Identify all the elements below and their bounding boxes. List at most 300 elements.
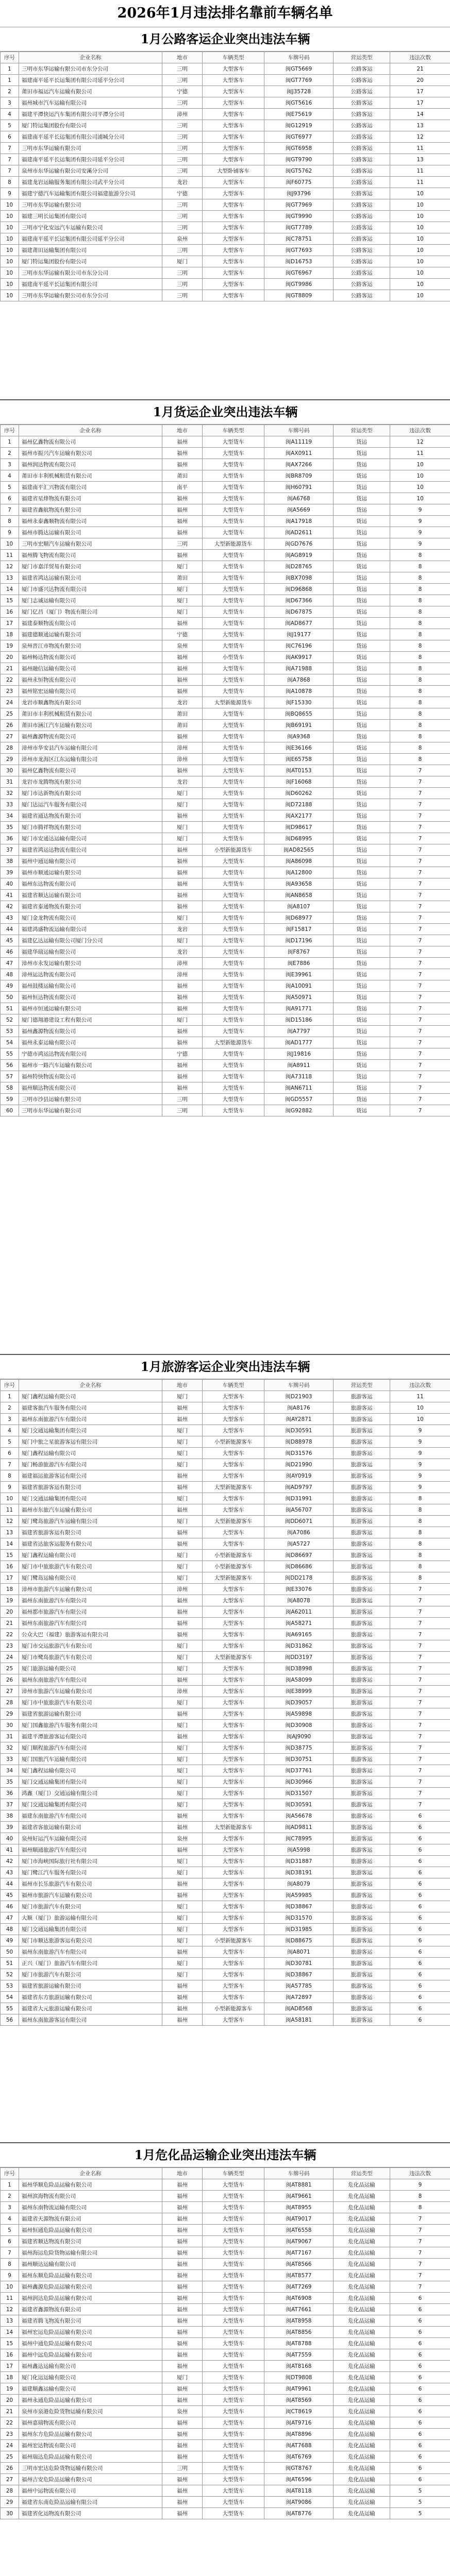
table-row: [1, 1958, 450, 1969]
column-header: 车辆类型: [203, 1380, 264, 1391]
table-cell: 福州: [162, 2451, 203, 2463]
column-header: 序号: [1, 52, 19, 63]
table-cell: 10: [390, 493, 450, 504]
table-row: [1, 1731, 450, 1742]
table-cell: 福建南平延平长运集团有限公司浦城分公司: [19, 131, 162, 143]
table-cell: 闽GT7769: [264, 75, 334, 86]
table-cell: 49: [1, 1935, 19, 1946]
table-row: [1, 901, 450, 912]
table-cell: 三明: [162, 1105, 203, 1116]
table-cell: 8: [390, 1516, 450, 1527]
table-cell: 危化品运输: [334, 2270, 390, 2281]
table-cell: 厦门: [162, 1912, 203, 1924]
table-cell: 福州: [162, 1026, 203, 1037]
table-cell: 公路客运: [334, 75, 390, 86]
table-cell: 厦门: [162, 1958, 203, 1969]
table-cell: 福州中通危险品运输有限公司: [19, 2338, 162, 2349]
table-cell: 1: [1, 1391, 19, 1402]
table-row: [1, 1584, 450, 1595]
table-cell: 福州: [162, 1082, 203, 1094]
table-cell: 福州: [162, 2179, 203, 2191]
table-cell: 7: [390, 1697, 450, 1708]
table-cell: 闽A50971: [264, 992, 334, 1003]
table-cell: 闽A5669: [264, 504, 334, 516]
table-cell: 大型客车: [203, 2014, 264, 2026]
table-row: [1, 1799, 450, 1810]
table-cell: 大型货车: [203, 980, 264, 992]
column-header: 营运类型: [334, 1380, 390, 1391]
table-cell: 龙岩: [162, 924, 203, 935]
table-cell: 货运: [334, 663, 390, 674]
table-cell: 闽A62011: [264, 1606, 334, 1618]
table-row: [1, 1844, 450, 1856]
table-cell: 货运: [334, 754, 390, 765]
table-cell: 5: [390, 2508, 450, 2519]
table-cell: 11: [390, 143, 450, 154]
table-cell: 福州: [162, 2429, 203, 2440]
table-cell: 旅游客运: [334, 1833, 390, 1844]
table-cell: 大型货车: [203, 1094, 264, 1105]
table-cell: 大型货车: [203, 867, 264, 878]
table-cell: 29: [1, 754, 19, 765]
table-cell: 福州亿鑫物流有限公司: [19, 765, 162, 776]
table-cell: 大型货车: [203, 742, 264, 754]
table-cell: 58: [1, 1082, 19, 1094]
table-cell: 大型客车: [203, 1776, 264, 1788]
table-cell: 大型客车: [203, 1958, 264, 1969]
table-cell: 厦门: [162, 912, 203, 924]
table-cell: 大型货车: [203, 1048, 264, 1060]
table-cell: 厦门市中旅旅游汽车有限公司: [19, 1697, 162, 1708]
table-cell: 闽D38867: [264, 1969, 334, 1980]
table-cell: 福州: [162, 652, 203, 663]
table-cell: 厦门: [162, 1935, 203, 1946]
table-cell: 闽D86697: [264, 1550, 334, 1561]
table-cell: 福州: [162, 1878, 203, 1890]
table-cell: 17: [390, 86, 450, 97]
table-cell: 危化品运输: [334, 2213, 390, 2225]
table-cell: 闽GT6958: [264, 143, 334, 154]
table-row: [1, 1014, 450, 1026]
table-cell: 11: [390, 165, 450, 177]
table-cell: 8: [390, 1561, 450, 1572]
table-cell: 大型新能源货车: [203, 697, 264, 708]
table-cell: 福州: [162, 516, 203, 527]
table-row: [1, 516, 450, 527]
table-cell: 闽AT7559: [264, 2349, 334, 2361]
table-cell: 10: [390, 1402, 450, 1414]
table-cell: 4: [1, 1425, 19, 1436]
table-cell: 46: [1, 1901, 19, 1912]
table-cell: 28: [1, 2485, 19, 2497]
table-cell: 大型货车: [203, 2485, 264, 2497]
table-cell: 闽GT8767: [264, 2463, 334, 2474]
table-cell: 8: [390, 584, 450, 595]
table-cell: 40: [1, 1833, 19, 1844]
table-cell: 46: [1, 946, 19, 958]
table-cell: 闽D31991: [264, 1493, 334, 1504]
table-cell: 福州鼓楼运输有限公司: [19, 980, 162, 992]
table-cell: 三明市东华运输有限公司: [19, 143, 162, 154]
table-cell: 1: [1, 436, 19, 448]
table-cell: 闽F8767: [264, 946, 334, 958]
table-cell: 货运: [334, 482, 390, 493]
table-row: [1, 912, 450, 924]
table-cell: 大型客车: [203, 1674, 264, 1686]
table-cell: 6: [1, 493, 19, 504]
table-cell: 大型货车: [203, 2440, 264, 2451]
table-cell: 49: [1, 980, 19, 992]
table-cell: 12: [390, 131, 450, 143]
table-cell: 旅游客运: [334, 1969, 390, 1980]
table-cell: 21: [1, 1618, 19, 1629]
table-cell: 大型货车: [203, 822, 264, 833]
table-cell: 大型客车: [203, 1856, 264, 1867]
table-cell: 闽CT8619: [264, 2406, 334, 2417]
table-cell: 大型货车: [203, 1071, 264, 1082]
table-cell: 大型客车: [203, 109, 264, 120]
table-cell: 大型货车: [203, 833, 264, 844]
table-cell: 厦门交通运输集团有限公司: [19, 1776, 162, 1788]
table-cell: 旅游客运: [334, 1901, 390, 1912]
table-cell: 福州: [162, 2293, 203, 2304]
table-row: [1, 267, 450, 279]
table-cell: 福州: [162, 2259, 203, 2270]
table-row: [1, 1822, 450, 1833]
table-row: [1, 595, 450, 606]
table-cell: 大型客车: [203, 1504, 264, 1516]
table-cell: 福州: [162, 765, 203, 776]
table-row: [1, 2014, 450, 2026]
table-cell: 厦门: [162, 799, 203, 810]
table-cell: 7: [390, 1014, 450, 1026]
table-row: [1, 810, 450, 822]
table-cell: 大型货车: [203, 595, 264, 606]
table-cell: 20: [390, 75, 450, 86]
table-cell: 10: [1, 1493, 19, 1504]
table-cell: 福建宁德汽车运输集团有限公司福建旅游分公司: [19, 188, 162, 199]
table-cell: 闽AY0919: [264, 1470, 334, 1482]
table-cell: 福建省顺达运输有限公司: [19, 890, 162, 901]
table-cell: 7: [390, 946, 450, 958]
column-header: 车辆类型: [203, 52, 264, 63]
table-cell: 旅游客运: [334, 1550, 390, 1561]
table-cell: 公路客运: [334, 199, 390, 211]
table-cell: 6: [390, 1822, 450, 1833]
table-cell: 福建省东南危险品运输有限公司: [19, 2497, 162, 2508]
table-cell: 福州: [162, 2270, 203, 2281]
table-cell: 厦门: [162, 1742, 203, 1754]
table-cell: 三明市沙县运输有限公司: [19, 1094, 162, 1105]
table-row: [1, 2372, 450, 2383]
table-cell: 福建德顺通运输有限公司: [19, 629, 162, 640]
table-cell: 福州鑫源物流有限公司: [19, 1026, 162, 1037]
table-cell: 旅游客运: [334, 1992, 390, 2003]
table-cell: 三明: [162, 222, 203, 233]
table-cell: 公路客运: [334, 63, 390, 75]
table-cell: 福州: [162, 980, 203, 992]
table-cell: 闽AX7266: [264, 459, 334, 470]
table-row: [1, 120, 450, 131]
table-cell: 福建省大元旅游运输有限公司: [19, 2003, 162, 2014]
table-cell: 福州瑞达危险品运输有限公司: [19, 2451, 162, 2463]
table-cell: 福州特快物流有限公司: [19, 1071, 162, 1082]
table-cell: 26: [1, 1674, 19, 1686]
table-cell: 1: [1, 75, 19, 86]
table-cell: 大型客车: [203, 1697, 264, 1708]
table-cell: 货运: [334, 561, 390, 572]
table-cell: 公路客运: [334, 233, 390, 245]
table-cell: 龙岩市顺鑫物流有限公司: [19, 697, 162, 708]
table-row: [1, 720, 450, 731]
table-cell: 货运: [334, 618, 390, 629]
table-cell: 三明: [162, 63, 203, 75]
table-cell: 福州华顺危险品运输有限公司: [19, 2179, 162, 2191]
table-cell: 小型新能源客车: [203, 1436, 264, 1448]
table-cell: 货运: [334, 686, 390, 697]
page-title: 2026年1月违法排名靠前车辆名单: [117, 5, 333, 21]
table-row: [1, 1516, 450, 1527]
table-cell: 闽D67875: [264, 606, 334, 618]
table-cell: 福州恒通危险品运输有限公司: [19, 2225, 162, 2236]
table-cell: 8: [390, 674, 450, 686]
table-cell: 福州: [162, 2338, 203, 2349]
table-cell: 闽AX2177: [264, 810, 334, 822]
table-cell: 厦门: [162, 1014, 203, 1026]
table-cell: 公众大巴（福建）旅游客运有限公司: [19, 1629, 162, 1640]
table-row: [1, 1776, 450, 1788]
table-cell: 大型客车: [203, 86, 264, 97]
table-row: [1, 969, 450, 980]
table-cell: 7: [390, 856, 450, 867]
table-cell: 大型货车: [203, 2497, 264, 2508]
table-cell: 14: [1, 1538, 19, 1550]
table-cell: 闽A8079: [264, 1878, 334, 1890]
column-header: 地市: [162, 52, 203, 63]
table-cell: 7: [1, 143, 19, 154]
table-cell: 6: [390, 1810, 450, 1822]
table-row: [1, 1980, 450, 1992]
table-cell: 福州海运危险货物运输有限公司: [19, 2247, 162, 2259]
table-cell: 厦门: [162, 1776, 203, 1788]
table-cell: 大型客车: [203, 1867, 264, 1878]
table-cell: 大型客车: [203, 245, 264, 256]
table-row: [1, 109, 450, 120]
table-cell: 福建省旅游客运有限公司: [19, 1482, 162, 1493]
table-cell: 19: [1, 2383, 19, 2395]
table-cell: 货运: [334, 980, 390, 992]
table-cell: 大型货车: [203, 946, 264, 958]
table-cell: 厦门市嘉洋贸易有限公司: [19, 561, 162, 572]
table-cell: 大型货车: [203, 2349, 264, 2361]
table-cell: 闽D68995: [264, 833, 334, 844]
table-cell: 旅游客运: [334, 1935, 390, 1946]
table-cell: 14: [1, 2327, 19, 2338]
table-cell: 福州: [162, 618, 203, 629]
table-cell: 闽AX0911: [264, 448, 334, 459]
table-cell: 闽AT7661: [264, 2304, 334, 2315]
table-cell: 厦门: [162, 935, 203, 946]
table-row: [1, 2003, 450, 2014]
table-cell: 闽A73118: [264, 1071, 334, 1082]
table-cell: 闽A8078: [264, 1595, 334, 1606]
table-cell: 货运: [334, 606, 390, 618]
table-cell: 大型货车: [203, 663, 264, 674]
table-cell: 大型货车: [203, 2293, 264, 2304]
table-cell: 闽AT8881: [264, 2179, 334, 2191]
table-cell: 厦门: [162, 595, 203, 606]
table-cell: 厦门鑫程运输有限公司: [19, 1765, 162, 1776]
table-cell: 厦门市海峡国际旅行社有限公司: [19, 1856, 162, 1867]
table-cell: 8: [390, 2202, 450, 2213]
table-cell: 大型客车: [203, 1946, 264, 1958]
table-cell: 宁德: [162, 629, 203, 640]
table-cell: 三明: [162, 199, 203, 211]
table-cell: 大型客车: [203, 267, 264, 279]
column-header: 地市: [162, 1380, 203, 1391]
column-header: 违法次数: [390, 2168, 450, 2179]
table-cell: 4: [1, 2213, 19, 2225]
table-cell: 闽AD2611: [264, 527, 334, 538]
table-cell: 公路客运: [334, 165, 390, 177]
table-cell: 大型客车: [203, 1391, 264, 1402]
table-cell: 旅游客运: [334, 1663, 390, 1674]
table-row: [1, 1482, 450, 1493]
table-cell: 12: [1, 561, 19, 572]
table-cell: 福建客旅汽车服务有限公司: [19, 1402, 162, 1414]
table-cell: 大型货车: [203, 1105, 264, 1116]
table-row: [1, 1935, 450, 1946]
table-cell: 23: [1, 2429, 19, 2440]
table-cell: 公路客运: [334, 188, 390, 199]
table-cell: 18: [1, 2372, 19, 2383]
table-row: [1, 1618, 450, 1629]
table-cell: 危化品运输: [334, 2497, 390, 2508]
table-cell: 闽AD8677: [264, 618, 334, 629]
table-cell: 闽D88675: [264, 1935, 334, 1946]
table-cell: 8: [390, 686, 450, 697]
table-cell: 30: [1, 2508, 19, 2519]
table-cell: 10: [1, 233, 19, 245]
table-row: [1, 765, 450, 776]
table-cell: 福建省鸿达运输有限公司: [19, 572, 162, 584]
table-cell: 32: [1, 788, 19, 799]
table-cell: 福州东南旅游汽车有限公司: [19, 1946, 162, 1958]
table-row: [1, 2485, 450, 2497]
table-cell: 福州鑫达运输有限公司: [19, 2361, 162, 2372]
table-cell: 漳州: [162, 1686, 203, 1697]
table-cell: 13: [1, 1527, 19, 1538]
table-cell: 旅游客运: [334, 1912, 390, 1924]
table-row: [1, 2338, 450, 2349]
table-cell: 福州: [162, 1527, 203, 1538]
table-cell: 7: [390, 878, 450, 890]
table-cell: 闽D31576: [264, 1448, 334, 1459]
table-cell: 货运: [334, 436, 390, 448]
table-cell: 福州市顺通运输有限公司: [19, 867, 162, 878]
table-cell: 7: [390, 2213, 450, 2225]
table-row: [1, 459, 450, 470]
table-cell: 闽E75619: [264, 109, 334, 120]
table-cell: 福建省客旅运输有限公司: [19, 1822, 162, 1833]
table-cell: 31: [1, 1731, 19, 1742]
table-cell: 闽A91771: [264, 1003, 334, 1014]
table-cell: 厦门市交运旅游汽车有限公司: [19, 1640, 162, 1652]
table-cell: 7: [390, 1663, 450, 1674]
table-cell: 福建华瑞运输有限公司: [19, 946, 162, 958]
table-cell: 27: [1, 1686, 19, 1697]
table-cell: 闽D38998: [264, 1663, 334, 1674]
table-cell: 7: [390, 2270, 450, 2281]
table-cell: 福建平潭旅游客运有限公司: [19, 1731, 162, 1742]
table-cell: 8: [390, 1527, 450, 1538]
table-cell: 大型客车: [203, 131, 264, 143]
table-cell: 大型货车: [203, 901, 264, 912]
table-row: [1, 844, 450, 856]
table-row: [1, 1026, 450, 1037]
table-cell: 大型货车: [203, 958, 264, 969]
table-cell: 福建泰顺物流有限公司: [19, 618, 162, 629]
table-cell: 福州: [162, 1618, 203, 1629]
table-cell: 福州: [162, 527, 203, 538]
table-row: [1, 245, 450, 256]
table-row: [1, 686, 450, 697]
table-cell: 公路客运: [334, 109, 390, 120]
table-cell: 7: [390, 1584, 450, 1595]
table-cell: 货运: [334, 572, 390, 584]
table-cell: 厦门交通运输集团有限公司: [19, 1924, 162, 1935]
table-row: [1, 618, 450, 629]
table-cell: 大型客车: [203, 1912, 264, 1924]
table-cell: 闽D96868: [264, 584, 334, 595]
table-cell: 35: [1, 822, 19, 833]
table-cell: 漳州: [162, 1584, 203, 1595]
table-cell: 三明: [162, 143, 203, 154]
table-cell: 闽D30591: [264, 1425, 334, 1436]
table-row: [1, 2463, 450, 2474]
table-row: [1, 742, 450, 754]
table-cell: 6: [390, 2304, 450, 2315]
table-cell: 旅游客运: [334, 1708, 390, 1720]
table-cell: 闽D30751: [264, 1754, 334, 1765]
column-header: 车牌号码: [264, 1380, 334, 1391]
table-cell: 37: [1, 844, 19, 856]
table-cell: 大型货车: [203, 856, 264, 867]
table-cell: 货运: [334, 1105, 390, 1116]
table-cell: 福州中运物流有限公司: [19, 2485, 162, 2497]
table-cell: 大型货车: [203, 2213, 264, 2225]
table-cell: 福州鑫源物流有限公司: [19, 731, 162, 742]
table-cell: 厦门鑫程运输有限公司: [19, 1391, 162, 1402]
table-cell: 闽A7086: [264, 1527, 334, 1538]
table-cell: 29: [1, 2497, 19, 2508]
table-row: [1, 1561, 450, 1572]
table-cell: 7: [390, 2281, 450, 2293]
table-cell: 漳州: [162, 969, 203, 980]
table-cell: 闽D37761: [264, 1765, 334, 1776]
table-cell: 大型客车: [203, 1731, 264, 1742]
table-cell: 7: [390, 1754, 450, 1765]
table-cell: 厦门鹭江汽车服务有限公司: [19, 1867, 162, 1878]
table-cell: 危化品运输: [334, 2474, 390, 2485]
table-cell: 6: [390, 2349, 450, 2361]
table-cell: 5: [1, 2225, 19, 2236]
table-cell: 8: [390, 697, 450, 708]
table-cell: 7: [1, 2247, 19, 2259]
table-row: [1, 2327, 450, 2338]
table-cell: 莆田: [162, 572, 203, 584]
table-cell: 厦门市腾祥物流有限公司: [19, 822, 162, 833]
